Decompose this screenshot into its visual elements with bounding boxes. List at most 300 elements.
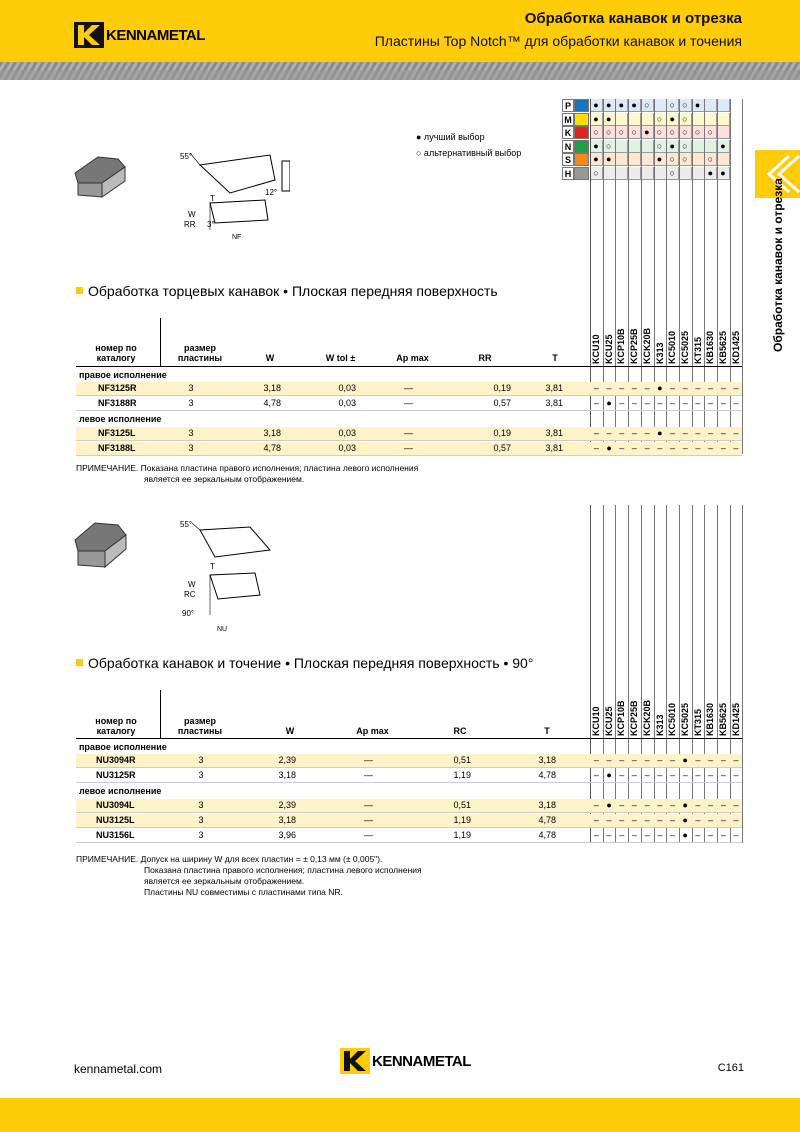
nu-profile-view [192,523,270,615]
grade-mark: – [733,800,739,810]
grade-mark: – [631,443,637,453]
grade-header-KC5025: KC5025 [679,330,690,364]
grade-column-line [590,505,591,843]
section-bullet [76,287,83,294]
section2-title [76,655,533,671]
grade-header-KB1630: KB1630 [705,702,716,736]
grade-mark: – [631,755,637,765]
col-apmax: Ap max [396,353,429,363]
section2-right-hand: правое исполнение [79,742,167,752]
material-cell: ● [603,99,616,112]
material-cell [628,153,641,166]
material-cell [692,153,705,166]
material-swatch-H [574,167,589,180]
grade-mark: – [695,815,701,825]
grade-mark: – [619,800,625,810]
section2-note-line3: является ее зеркальным отображением. [144,876,305,886]
grade-mark: – [682,428,688,438]
row-divider [76,455,742,456]
kennametal-k-icon [74,22,104,48]
w-value: 3,18 [263,383,281,393]
material-cell: ● [603,113,616,126]
t-value: 3,81 [545,383,563,393]
grade-mark: – [670,800,676,810]
w-value: 3,18 [278,815,296,825]
material-cell: ○ [666,153,679,166]
grade-mark: – [708,800,714,810]
grade-mark: – [670,755,676,765]
material-cell: ○ [628,126,641,139]
section1-title-text: Обработка торцевых канавок • Плоская передняя поверхность [88,283,498,299]
insert-3d-icon [75,157,125,197]
grade-mark: – [733,830,739,840]
grade-mark: – [657,830,663,840]
page-number: C161 [717,1062,744,1074]
grade-mark: – [593,815,599,825]
grade-mark: – [708,443,714,453]
grade-header-KB5625: KB5625 [718,702,728,736]
grade-mark: – [644,443,650,453]
section1-header-rule [76,366,742,367]
material-cell: ○ [654,140,667,153]
grade-header-KCU10: KCU10 [591,706,601,736]
insert-size: 3 [198,755,204,765]
material-cell [641,140,654,153]
grade-mark: – [670,830,676,840]
catalog-number: NF3188L [98,443,136,453]
material-cell [603,167,616,180]
material-cell: ● [692,99,705,112]
insert-3d-icon-2 [75,523,126,567]
material-cell [704,113,717,126]
material-cell: ● [590,99,603,112]
grade-mark: – [708,428,714,438]
grade-mark: – [708,383,714,393]
grade-mark: – [593,830,599,840]
row-divider [76,395,742,396]
material-cell: ● [641,126,654,139]
rc-value: 1,19 [453,830,471,840]
nu-label: NU [217,626,228,633]
rr-value: 0,57 [493,398,511,408]
grade-column-line [666,505,667,843]
material-cell: ○ [679,140,692,153]
wtol-value: 0,03 [338,383,356,393]
grade-mark: – [631,770,637,780]
legend-best: ● лучший выбор [416,132,485,142]
rc-value: 0,51 [453,755,471,765]
grade-mark: ● [682,800,688,810]
apmax-value: — [364,815,373,825]
wtol-value: 0,03 [338,398,356,408]
section1-note-line2: является ее зеркальным отображением. [144,474,305,484]
grade-mark: – [695,383,701,393]
material-cell [717,126,730,139]
grade-header-KB5625: KB5625 [718,330,728,364]
grade-mark: – [593,800,599,810]
material-cell: ○ [679,99,692,112]
material-cell: ● [590,153,603,166]
material-swatch-M [574,113,589,126]
nu-t-label: T [210,562,215,571]
material-cell: ○ [704,153,717,166]
material-cell [717,99,730,112]
nu-insert-drawing [70,515,290,635]
catalog-number: NU3156L [96,830,135,840]
t-value: 3,81 [545,428,563,438]
grade-mark: – [606,428,612,438]
grade-mark: – [593,398,599,408]
col-t-2: T [544,726,550,736]
grade-mark: – [720,398,726,408]
grade-mark: – [631,383,637,393]
material-swatch-S [574,153,589,166]
grade-mark: – [708,830,714,840]
rc-value: 1,19 [453,815,471,825]
footer-bar [0,1098,800,1132]
apmax-value: — [404,398,413,408]
grade-mark: ● [606,770,612,780]
wtol-value: 0,03 [338,443,356,453]
table-row [76,814,742,827]
rr-value: 0,57 [493,443,511,453]
t-value: 3,81 [545,443,563,453]
material-code-S: S [562,153,574,166]
footer-logo-text: KENNAMETAL [372,1052,471,1070]
grade-header-KCP25B: KCP25B [629,700,640,736]
table-row [76,799,742,812]
page-title: Обработка канавок и отрезка [524,10,742,27]
grade-column-line [628,505,629,843]
grade-mark: ● [606,443,612,453]
material-cell: ○ [654,113,667,126]
grade-mark: – [695,755,701,765]
material-cell: ● [717,167,730,180]
material-cell [641,167,654,180]
grade-header-KCP10B: KCP10B [616,328,627,364]
nf-rr-label: RR [184,220,196,229]
table-row [76,442,742,455]
col-wtol: W tol ± [325,353,356,363]
insert-size: 3 [198,815,204,825]
material-cell: ● [717,140,730,153]
grade-mark: – [682,770,688,780]
material-cell [628,113,641,126]
material-cell [692,167,705,180]
insert-size: 3 [188,398,194,408]
grade-mark: ● [682,815,688,825]
section1-title [76,283,498,299]
material-swatch-N [574,140,589,153]
catalog-number: NU3125R [96,770,136,780]
grade-header-KCU25: KCU25 [603,334,614,364]
material-cell [704,99,717,112]
material-cell: ○ [603,140,616,153]
grade-mark: – [708,770,714,780]
catalog-number: NF3125R [98,383,137,393]
grade-mark: – [657,770,663,780]
grade-mark: – [733,443,739,453]
material-cell: ● [654,153,667,166]
material-cell [615,140,628,153]
grade-mark: – [619,383,625,393]
grade-header-KCK20B: KCK20B [641,327,652,364]
material-cell [679,167,692,180]
section2-note-line1: ПРИМЕЧАНИЕ. Допуск на ширину W для всех пластин = ± 0,13 мм (± 0,005"). [76,854,383,864]
grade-column-line [679,505,680,843]
table-row [76,427,742,440]
material-cell [717,113,730,126]
grade-column-line [730,505,731,843]
grade-mark: – [720,383,726,393]
grade-mark: – [606,815,612,825]
grade-mark: – [733,770,739,780]
footer-logo [340,1048,471,1074]
material-cell [628,140,641,153]
grade-mark: – [619,428,625,438]
rc-value: 1,19 [453,770,471,780]
grade-mark: – [670,383,676,393]
footer-url[interactable]: kennametal.com [74,1062,163,1076]
legend-alternative: ○ альтернативный выбор [416,148,522,158]
grade-mark: – [682,398,688,408]
material-code-H: H [562,167,574,180]
grade-mark: – [644,383,650,393]
material-cell [717,153,730,166]
grade-column-line [742,505,743,843]
side-tab-label: Обработка канавок и отрезка [771,178,785,352]
section-bullet-2 [76,659,83,666]
grade-header-KC5010: KC5010 [667,330,678,364]
grade-header-K313: K313 [654,342,665,364]
grade-mark: – [670,398,676,408]
grade-mark: – [733,755,739,765]
grade-mark: – [593,428,599,438]
insert-size: 3 [188,383,194,393]
grade-mark: – [657,398,663,408]
t-value: 4,78 [538,815,556,825]
col-catalog: номер по каталогу [95,343,137,363]
grade-header-KCP25B: KCP25B [629,328,640,364]
insert-size: 3 [198,800,204,810]
header-divider-2 [160,690,161,738]
material-cell [654,99,667,112]
grade-header-KC5025: KC5025 [679,702,690,736]
nu-w-label: W [188,580,196,589]
nu-rc-label: RC [184,590,196,599]
grade-mark: – [720,770,726,780]
table-row [76,769,742,782]
grade-mark: – [708,398,714,408]
material-cell: ○ [641,99,654,112]
section2-note [76,854,422,898]
material-cell: ● [704,167,717,180]
grade-column-line [717,505,718,843]
nf-angle2-label: 12° [265,188,278,197]
material-cell: ● [666,140,679,153]
material-cell [641,153,654,166]
grade-mark: – [682,383,688,393]
section2-title-text: Обработка канавок и точение • Плоская передняя поверхность • 90° [88,655,534,671]
grade-mark: – [657,755,663,765]
grade-mark: – [733,815,739,825]
grade-column-line [641,505,642,843]
t-value: 3,81 [545,398,563,408]
grade-mark: – [657,815,663,825]
grade-mark: – [644,398,650,408]
grade-mark: – [670,815,676,825]
section1-right-hand: правое исполнение [79,370,167,380]
apmax-value: — [364,770,373,780]
header-stripe-shade [0,70,800,80]
material-code-K: K [562,126,574,139]
rr-value: 0,19 [493,383,511,393]
grade-mark: – [720,443,726,453]
w-value: 4,78 [263,443,281,453]
material-cell: ○ [692,126,705,139]
col-w-2: W [285,726,295,736]
kennametal-k-icon-footer [340,1048,370,1074]
section2-note-line2: Показана пластина правого исполнения; пластина левого исполнения [144,865,422,875]
insert-size: 3 [188,443,194,453]
grade-mark: – [606,830,612,840]
t-value: 3,18 [538,800,556,810]
grade-mark: – [720,428,726,438]
grade-mark: – [644,770,650,780]
apmax-value: — [364,755,373,765]
t-value: 4,78 [538,830,556,840]
material-cell: ○ [654,126,667,139]
grade-mark: – [720,815,726,825]
grade-header-KC5010: KC5010 [667,702,678,736]
apmax-value: — [364,830,373,840]
grade-mark: – [695,428,701,438]
catalog-number: NU3094L [96,800,135,810]
w-value: 2,39 [278,800,296,810]
apmax-value: — [364,800,373,810]
apmax-value: — [404,383,413,393]
grade-mark: – [682,443,688,453]
grade-column-line [615,505,616,843]
material-cell [615,113,628,126]
grade-mark: – [708,755,714,765]
grade-mark: – [644,428,650,438]
grade-mark: ● [606,800,612,810]
col-apmax-2: Ap max [356,726,389,736]
kennametal-logo [74,22,205,48]
col-w: W [265,353,275,363]
grade-mark: – [644,800,650,810]
grade-mark: – [631,800,637,810]
material-code-N: N [562,140,574,153]
row-divider [76,782,742,783]
material-cell: ● [590,140,603,153]
material-cell: ○ [590,126,603,139]
grade-column-line [704,505,705,843]
nf-angle-label: 55° [180,152,193,161]
material-cell [692,113,705,126]
grade-header-KCK20B: KCK20B [641,699,652,736]
col-size-2: размер пластины [177,716,223,736]
grade-mark: ● [657,383,663,393]
grade-mark: – [670,443,676,453]
grade-mark: – [619,398,625,408]
material-cell: ○ [704,126,717,139]
grade-mark: – [695,770,701,780]
grade-mark: – [644,830,650,840]
apmax-value: — [404,443,413,453]
table-row [76,829,742,842]
section1-note-line1: ПРИМЕЧАНИЕ. Показана пластина правого исполнения; пластина левого исполнения [76,463,419,473]
grade-mark: – [657,800,663,810]
grade-mark: ● [657,428,663,438]
material-cell: ● [666,113,679,126]
grade-column-line [603,505,604,843]
catalog-number: NU3094R [96,755,136,765]
material-cell [654,167,667,180]
row-divider [76,440,742,441]
nu-deg-label: 90° [182,609,195,618]
grade-header-KCP10B: KCP10B [616,700,627,736]
material-cell: ● [603,153,616,166]
nf-insert-drawing [70,145,290,240]
grade-header-KD1425: KD1425 [730,702,741,736]
grade-column-line [742,99,743,454]
col-rr: RR [478,353,492,363]
grade-header-KCU25: KCU25 [603,706,614,736]
row-divider [76,842,742,843]
grade-mark: ● [682,755,688,765]
grade-mark: – [606,755,612,765]
material-cell [615,153,628,166]
grade-mark: ● [606,398,612,408]
material-cell: ○ [679,113,692,126]
nf-w-label: W [188,210,196,219]
grade-header-KT315: KT315 [692,708,703,736]
catalog-number: NF3188R [98,398,137,408]
grade-mark: – [619,830,625,840]
catalog-number: NF3125L [98,428,136,438]
t-value: 3,18 [538,755,556,765]
wtol-value: 0,03 [338,428,356,438]
material-cell: ○ [666,126,679,139]
grade-mark: – [670,770,676,780]
material-code-P: P [562,99,574,112]
grade-header-KCU10: KCU10 [591,334,601,364]
grade-mark: – [695,800,701,810]
material-cell: ● [628,99,641,112]
grade-mark: – [644,815,650,825]
material-cell: ○ [666,167,679,180]
col-rc-2: RC [453,726,467,736]
grade-mark: – [720,800,726,810]
material-cell [692,140,705,153]
grade-mark: – [733,383,739,393]
rr-value: 0,19 [493,428,511,438]
material-cell: ○ [590,167,603,180]
row-divider [76,827,742,828]
grade-mark: – [631,428,637,438]
nf-t-label: T [210,194,215,203]
nf-label: NF [232,234,242,240]
grade-mark: – [708,815,714,825]
page-subtitle: Пластины Top Notch™ для обработки канавок и точения [374,33,742,49]
section2-left-hand: левое исполнение [79,786,162,796]
material-swatch-K [574,126,589,139]
col-size: размер пластины [177,343,223,363]
w-value: 3,18 [278,770,296,780]
grade-mark: – [695,443,701,453]
